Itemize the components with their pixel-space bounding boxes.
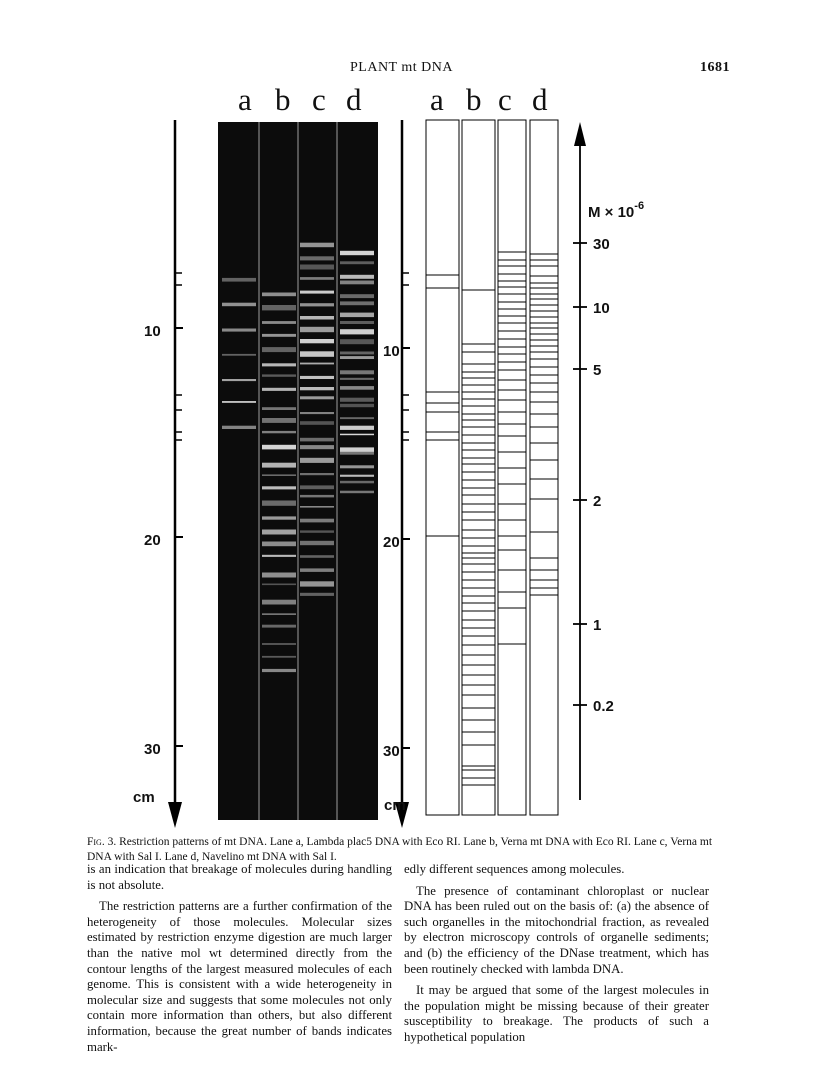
diagram-lane-d: d	[532, 82, 548, 117]
gel-band	[262, 388, 296, 391]
gel-band	[340, 434, 374, 436]
gel-band	[300, 277, 334, 280]
right-cm-axis	[383, 120, 410, 828]
gel-band	[262, 613, 296, 615]
band-diagram	[426, 120, 558, 815]
gel-band	[300, 351, 334, 357]
gel-band	[340, 404, 374, 407]
right-tick-10: 10	[383, 343, 400, 360]
gel-band	[300, 387, 334, 390]
caption-text: Restriction patterns of mt DNA. Lane a, Lambda plac5 DNA with Eco RI. Lane b, Verna mt DNA with Eco RI. Lane c, Verna mt DNA with Sal I. Lane d, Navelino mt DNA with Sal I.	[87, 836, 713, 863]
gel-band	[340, 378, 374, 380]
mass-axis-label: $M \times 10^{-6}$	[588, 200, 645, 221]
diagram-lane-c: c	[498, 82, 512, 117]
gel-band	[340, 447, 374, 452]
gel-band	[340, 251, 374, 255]
gel-band	[340, 275, 374, 279]
gel-band	[300, 376, 334, 379]
right-cm-unit: cm	[384, 797, 406, 814]
gel-band	[300, 316, 334, 320]
mass-tick-2: 2	[593, 493, 602, 510]
mass-axis-exponent: -6	[634, 200, 645, 212]
mass-axis	[573, 122, 644, 800]
right-paragraph-1: edly different sequences among molecules.	[404, 862, 625, 876]
left-paragraph-2: The restriction patterns are a further confirmation of the heterogeneity of those molecules. Molecular sizes estimated by restriction enzyme digestion are much larger than the native mol wt determined directly from the contour lengths of the largest measured molecules of each genome. This is consistent with a wide heterogeneity in molecular size and suggests that some molecules not only contain more information than others, but also different information, because the great number of bands indicates mark-	[87, 899, 392, 1054]
gel-band	[262, 363, 296, 366]
photo-lane-b: b	[275, 82, 291, 117]
gel-band	[340, 370, 374, 374]
gel-band	[262, 463, 296, 468]
gel-band	[300, 421, 334, 425]
gel-band	[340, 261, 374, 264]
photo-lane-c: c	[312, 82, 326, 117]
gel-band	[262, 486, 296, 489]
mass-tick-5: 5	[593, 362, 602, 379]
gel-band	[300, 581, 334, 586]
gel-band	[300, 438, 334, 442]
gel-band	[262, 407, 296, 410]
gel-photograph	[218, 122, 378, 820]
gel-band	[340, 352, 374, 355]
diagram-bands	[426, 252, 558, 785]
left-tick-20: 20	[144, 532, 161, 549]
gel-band	[262, 516, 296, 519]
figure-caption	[87, 835, 727, 865]
figure-3	[0, 80, 816, 830]
body-right-column	[404, 862, 709, 1046]
gel-band	[300, 265, 334, 270]
gel-band	[262, 374, 296, 376]
gel-band	[300, 412, 334, 414]
right-tick-20: 20	[383, 534, 400, 551]
gel-band	[340, 491, 374, 494]
gel-band	[300, 256, 334, 260]
gel-band	[222, 278, 256, 282]
gel-band	[340, 321, 374, 324]
gel-band	[262, 418, 296, 423]
right-paragraph-2: The presence of contaminant chloroplast or nuclear DNA has been ruled out on the basis of: (a) the absence of such organelles in the mitochondrial fraction, as revealed by electron microscopy controls of organelle sediments; and (b) the efficiency of the DNase treatment, which has been routinely checked with lambda DNA.	[404, 883, 709, 976]
left-paragraph-1: is an indication that breakage of molecules during handling is not absolute.	[87, 862, 392, 892]
gel-band	[300, 593, 334, 596]
gel-band	[340, 294, 374, 298]
gel-band	[262, 656, 296, 658]
gel-band	[300, 363, 334, 365]
gel-band	[222, 303, 256, 307]
photo-lane-d: d	[346, 82, 362, 117]
gel-band	[222, 379, 256, 381]
body-left-column	[87, 862, 392, 1055]
diagram-lane-a: a	[430, 82, 444, 117]
gel-band	[300, 327, 334, 332]
gel-band	[262, 600, 296, 605]
gel-band	[340, 417, 374, 419]
gel-band	[340, 398, 374, 402]
gel-band	[340, 281, 374, 285]
gel-band	[222, 329, 256, 332]
gel-band	[300, 555, 334, 558]
gel-band	[300, 495, 334, 498]
gel-band	[340, 386, 374, 390]
gel-lane-gap	[297, 122, 299, 820]
gel-lane-gap	[258, 122, 260, 820]
diagram-lane-letters	[430, 82, 548, 117]
gel-band	[262, 584, 296, 586]
gel-band	[340, 329, 374, 334]
gel-band	[262, 643, 296, 645]
gel-lane-gap	[336, 122, 338, 820]
gel-band	[262, 347, 296, 352]
left-cm-axis	[133, 120, 183, 828]
mass-tick-0.2: 0.2	[593, 698, 614, 715]
gel-band	[300, 243, 334, 248]
left-cm-unit: cm	[133, 789, 155, 806]
gel-band	[262, 501, 296, 506]
mass-tick-10: 10	[593, 300, 610, 317]
left-tick-10: 10	[144, 323, 161, 340]
gel-band	[262, 431, 296, 433]
gel-band	[300, 473, 334, 475]
left-tick-30: 30	[144, 741, 161, 758]
gel-band	[340, 301, 374, 305]
gel-band	[262, 530, 296, 535]
gel-band	[300, 519, 334, 523]
gel-band	[340, 356, 374, 359]
mass-tick-1: 1	[593, 617, 602, 634]
gel-band	[340, 313, 374, 318]
gel-band	[300, 485, 334, 489]
gel-band	[262, 573, 296, 578]
right-paragraph-3: It may be argued that some of the largest molecules in the population might be missing because of their greater susceptibility to breakage. The products of such a hypothetical population	[404, 983, 709, 1044]
gel-band	[222, 401, 256, 403]
running-title: PLANT mt DNA	[350, 60, 453, 75]
page-number: 1681	[700, 60, 730, 75]
gel-band	[222, 354, 256, 356]
gel-band	[340, 475, 374, 477]
gel-band	[262, 445, 296, 450]
gel-band	[300, 396, 334, 399]
gel-band	[340, 339, 374, 344]
caption-label: Fig. 3.	[87, 836, 117, 848]
gel-band	[300, 530, 334, 532]
gel-band	[340, 465, 374, 468]
gel-band	[300, 291, 334, 294]
photo-lane-a: a	[238, 82, 252, 117]
gel-band	[262, 321, 296, 324]
gel-band	[340, 426, 374, 430]
photo-lane-letters	[238, 82, 362, 117]
gel-band	[300, 568, 334, 572]
gel-band	[300, 506, 334, 508]
gel-band	[262, 474, 296, 476]
gel-band	[262, 555, 296, 557]
gel-band	[340, 452, 374, 455]
gel-band	[300, 303, 334, 306]
gel-band	[222, 426, 256, 429]
mass-tick-30: 30	[593, 236, 610, 253]
gel-band	[262, 334, 296, 337]
gel-band	[262, 542, 296, 547]
gel-band	[262, 669, 296, 672]
gel-band	[262, 305, 296, 310]
gel-band	[340, 481, 374, 484]
gel-band	[300, 458, 334, 463]
gel-band	[262, 625, 296, 628]
gel-band	[300, 339, 334, 343]
gel-band	[300, 445, 334, 449]
gel-band	[262, 293, 296, 297]
gel-band	[300, 541, 334, 545]
diagram-lane-b: b	[466, 82, 482, 117]
right-tick-30: 30	[383, 743, 400, 760]
